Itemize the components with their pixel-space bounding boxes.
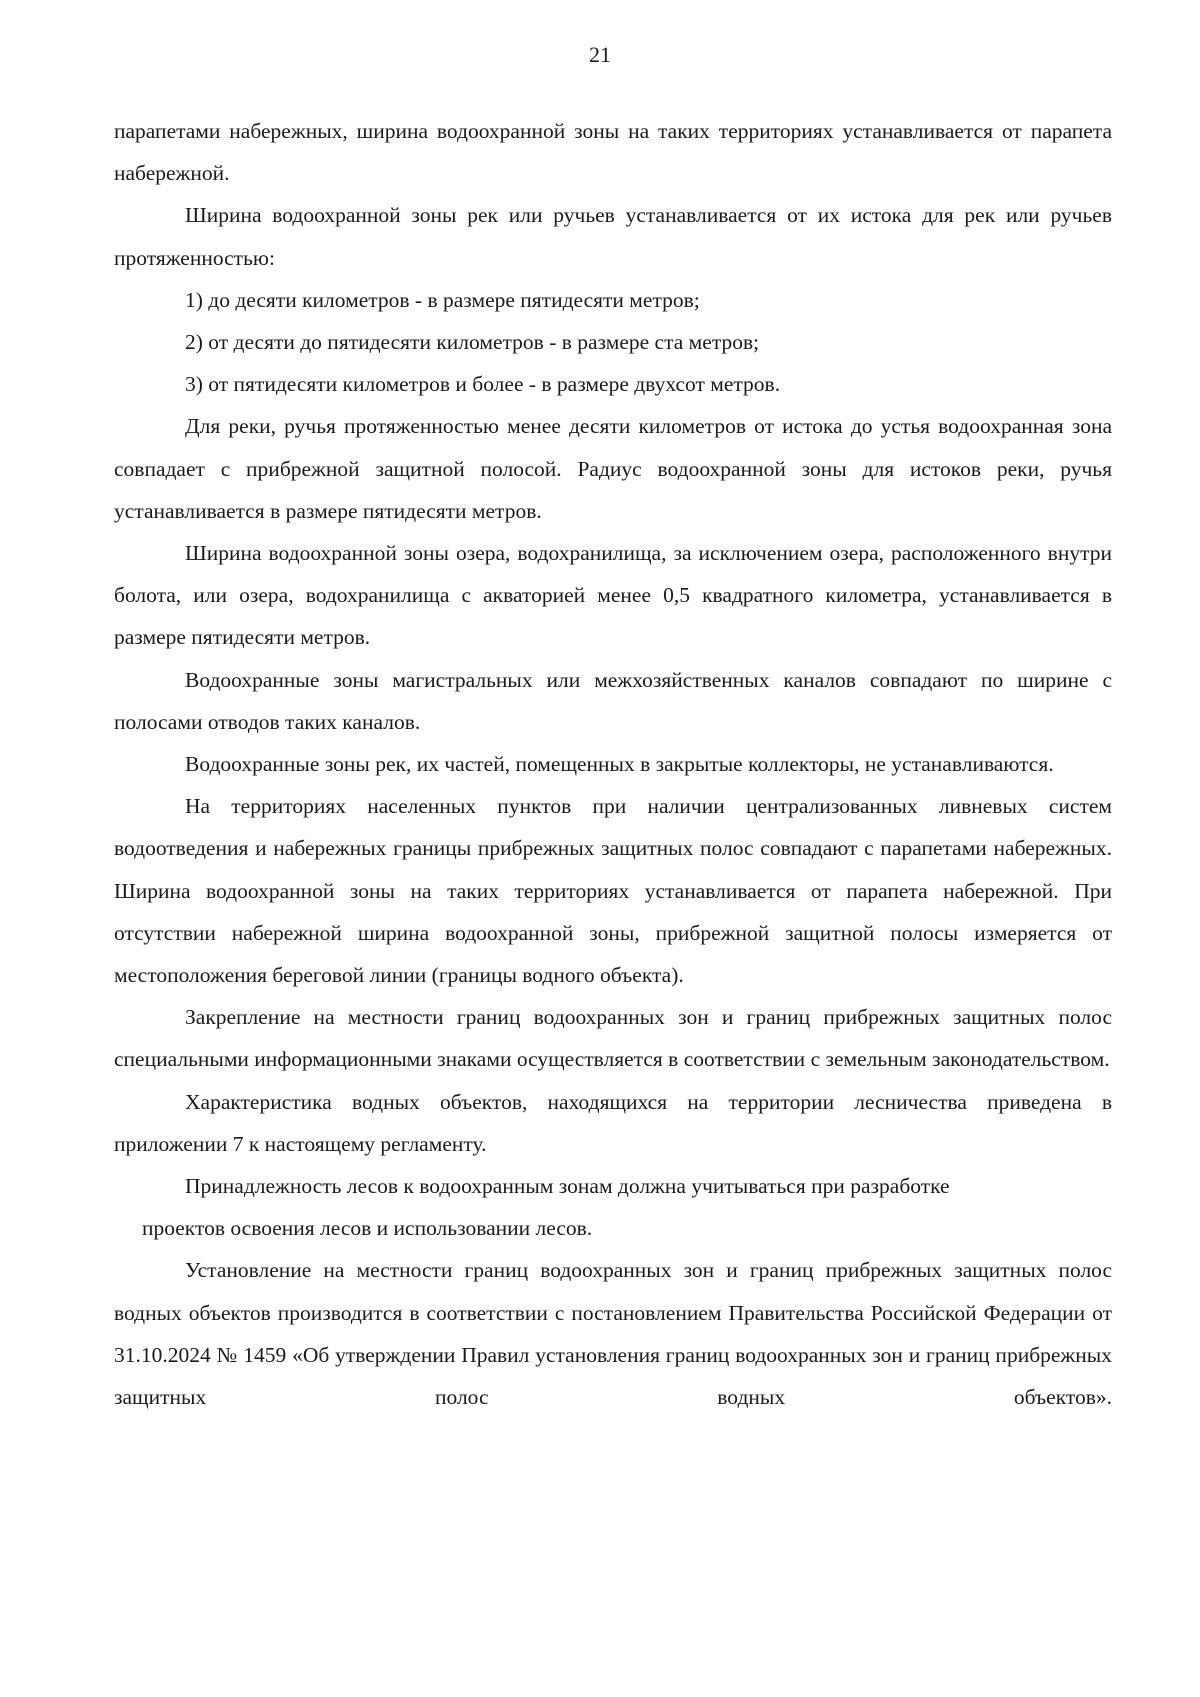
- paragraph: Ширина водоохранной зоны рек или ручьев устанавливается от их истока для рек или ручьев протяженностью:: [114, 203, 1112, 270]
- paragraph: Ширина водоохранной зоны озера, водохранилища, за исключением озера, расположенного внутри болота, или озера, водохранилища с акваторией менее 0,5 квадратного километра, устанавливается в размере пятидесяти метров.: [114, 541, 1112, 650]
- document-body: [114, 110, 1112, 1418]
- list-item: 3) от пятидесяти километров и более - в размере двухсот метров.: [185, 372, 781, 397]
- page-number: 21: [589, 42, 611, 67]
- paragraph: Установление на местности границ водоохранных зон и границ прибрежных защитных полос водных объектов производится в соответствии с постановлением Правительства Российской Федерации от 31.10.2024 № 1459 «Об утверждении Правил установления границ водоохранных зон и границ прибрежных защитных полос водных объектов».: [114, 1258, 1112, 1410]
- list-item: 2) от десяти до пятидесяти километров - в размере ста метров;: [185, 330, 760, 355]
- paragraph: [114, 1165, 1112, 1249]
- paragraph-first-line: Принадлежность лесов к водоохранным зонам должна учитываться при разработке: [185, 1174, 950, 1199]
- paragraph: Водоохранные зоны рек, их частей, помещенных в закрытые коллекторы, не устанавливаются.: [185, 752, 1054, 777]
- paragraph: парапетами набережных, ширина водоохранной зоны на таких территориях устанавливается от парапета набережной.: [114, 119, 1112, 186]
- paragraph: Характеристика водных объектов, находящихся на территории лесничества приведена в приложении 7 к настоящему регламенту.: [114, 1089, 1112, 1156]
- paragraph: Для реки, ручья протяженностью менее десяти километров от истока до устья водоохранная зона совпадает с прибрежной защитной полосой. Радиус водоохранной зоны для истоков реки, ручья устанавливается в размере пятидесяти метров.: [114, 414, 1112, 523]
- paragraph: Закрепление на местности границ водоохранных зон и границ прибрежных защитных полос специальными информационными знаками осуществляется в соответствии с земельным законодательством.: [114, 1005, 1112, 1072]
- paragraph: На территориях населенных пунктов при наличии централизованных ливневых систем водоотведения и набережных границы прибрежных защитных полос совпадают с парапетами набережных. Ширина водоохранной зоны на таких территориях устанавливается от парапета набережной. При отсутствии набережной ширина водоохранной зоны, прибрежной защитной полосы измеряется от местоположения береговой линии (границы водного объекта).: [114, 794, 1112, 988]
- list-item: 1) до десяти километров - в размере пятидесяти метров;: [185, 287, 700, 312]
- paragraph: Водоохранные зоны магистральных или межхозяйственных каналов совпадают по ширине с полосами отводов таких каналов.: [114, 667, 1112, 734]
- paragraph-continuation: проектов освоения лесов и использовании лесов.: [142, 1216, 593, 1241]
